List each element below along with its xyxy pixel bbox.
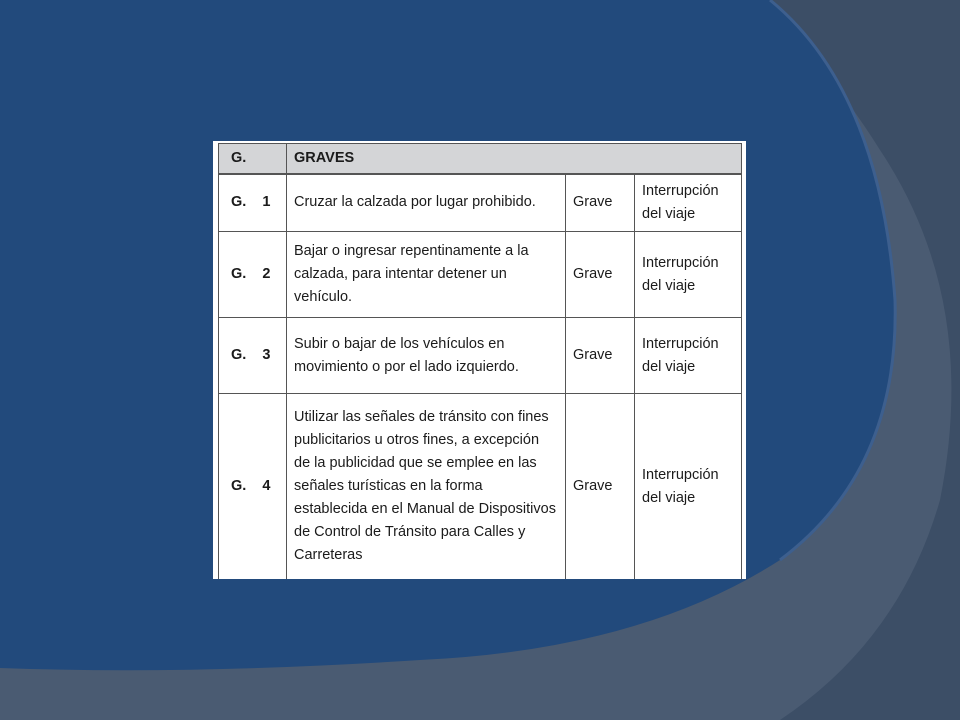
row-description-cell: Utilizar las señales de tránsito con fines publicitarios u otros fines, a excepción de la publicidad que se emplee en las señales turísticas en la forma establecida en el Manual de Dispositivos de Control de Tránsito para Calles y Carreteras bbox=[287, 394, 566, 580]
table-header-row bbox=[219, 144, 742, 174]
table-row bbox=[219, 318, 742, 394]
row-severity-cell: Grave bbox=[566, 318, 635, 394]
row-sanction-cell: Interrupción del viaje bbox=[635, 174, 742, 232]
table-row bbox=[219, 232, 742, 318]
row-sanction-cell: Interrupción del viaje bbox=[635, 318, 742, 394]
table-row bbox=[219, 174, 742, 232]
row-code-cell: G. 2 bbox=[219, 232, 287, 318]
table-image bbox=[213, 141, 746, 579]
row-severity-cell: Grave bbox=[566, 394, 635, 580]
row-severity-cell: Grave bbox=[566, 174, 635, 232]
row-sanction-cell: Interrupción del viaje bbox=[635, 232, 742, 318]
row-description-cell: Subir o bajar de los vehículos en movimiento o por el lado izquierdo. bbox=[287, 318, 566, 394]
row-sanction-cell: Interrupción del viaje bbox=[635, 394, 742, 580]
row-code-cell: G. 4 bbox=[219, 394, 287, 580]
header-title-cell: GRAVES bbox=[287, 144, 742, 174]
infractions-table bbox=[218, 143, 742, 579]
row-description-cell: Bajar o ingresar repentinamente a la calzada, para intentar detener un vehículo. bbox=[287, 232, 566, 318]
header-code-cell: G. bbox=[219, 144, 287, 174]
row-code-cell: G. 1 bbox=[219, 174, 287, 232]
row-severity-cell: Grave bbox=[566, 232, 635, 318]
row-description-cell: Cruzar la calzada por lugar prohibido. bbox=[287, 174, 566, 232]
table-row bbox=[219, 394, 742, 580]
row-code-cell: G. 3 bbox=[219, 318, 287, 394]
